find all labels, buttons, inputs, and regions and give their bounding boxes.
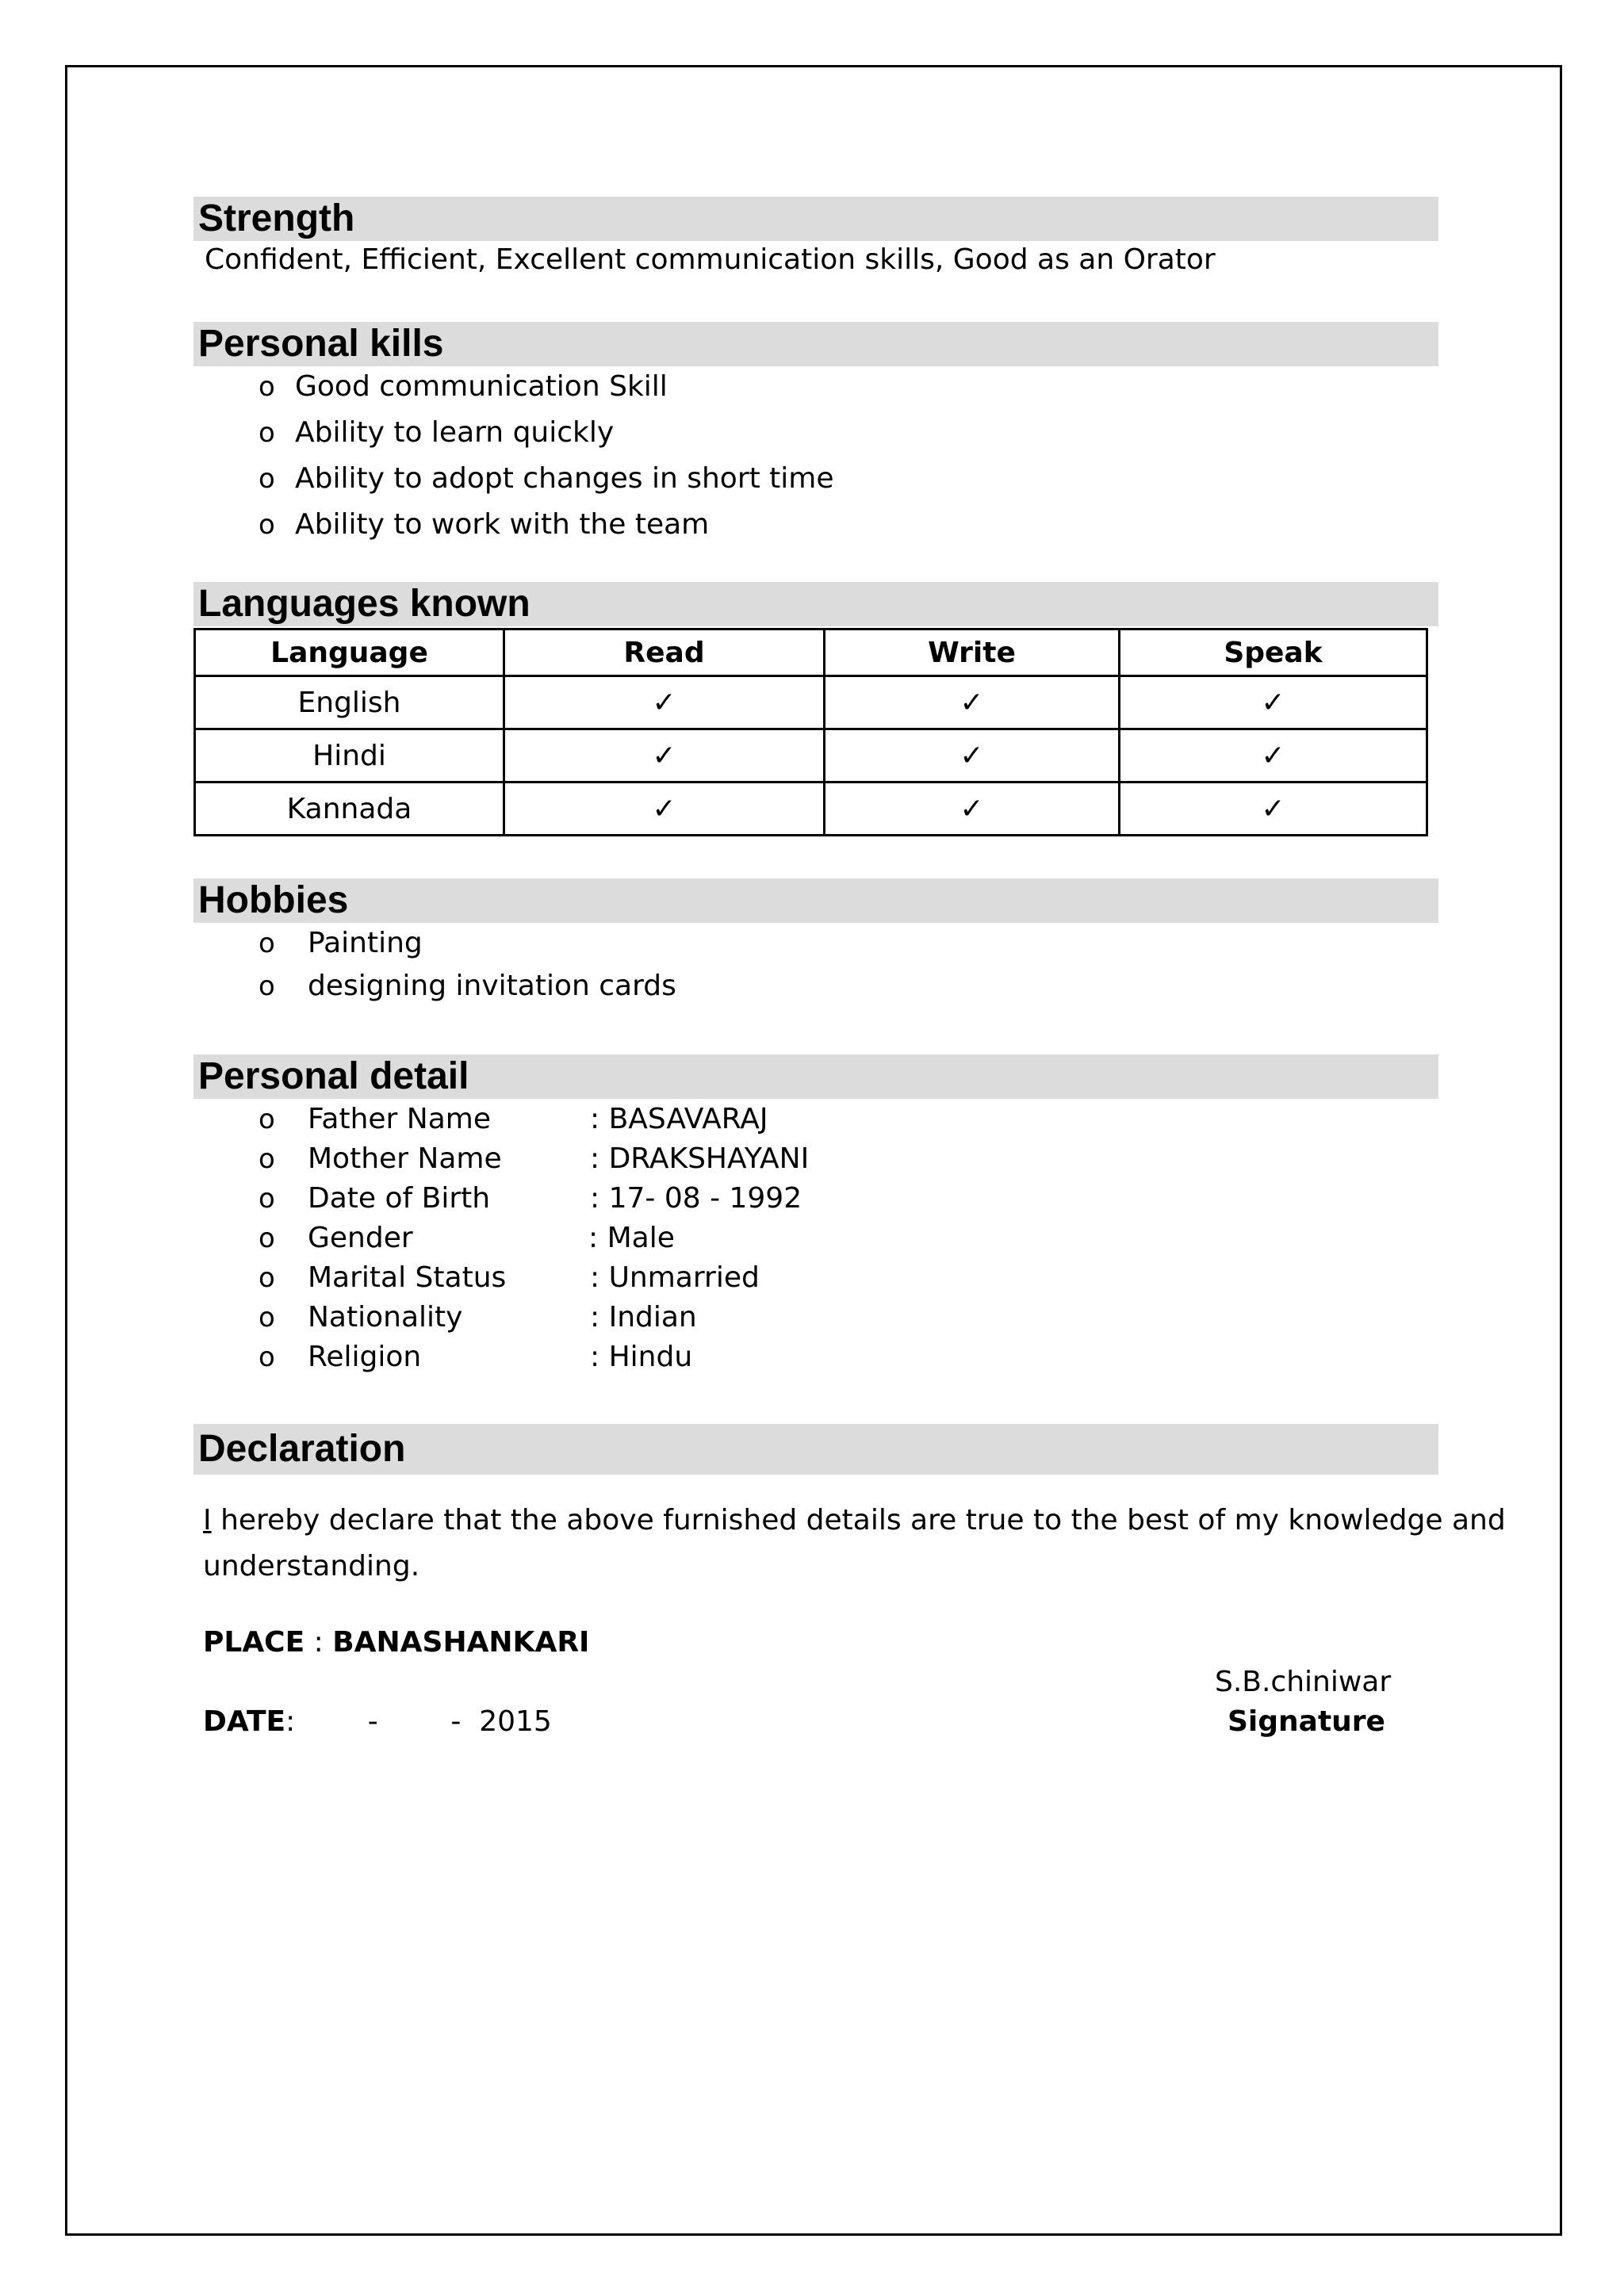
bullet-icon: o	[259, 509, 275, 541]
detail-label: Date of Birth	[308, 1182, 491, 1215]
write-check-icon: ✓	[825, 729, 1120, 783]
detail-value: : Unmarried	[590, 1261, 760, 1294]
detail-label: Father Name	[308, 1103, 491, 1135]
table-header-row	[195, 629, 1427, 676]
hobbies-section-bar	[193, 878, 1438, 923]
read-check-icon: ✓	[504, 783, 825, 836]
header-read: Read	[504, 629, 825, 676]
read-check-icon: ✓	[504, 729, 825, 783]
strength-text: Confident, Efficient, Excellent communication skills, Good as an Orator	[205, 243, 1216, 276]
bullet-icon: o	[259, 1223, 275, 1254]
detail-label: Mother Name	[308, 1142, 502, 1175]
languages-heading: Languages known	[198, 583, 530, 625]
detail-value: : Hindu	[590, 1341, 693, 1373]
skill-item: Good communication Skill	[295, 370, 668, 403]
skill-item: Ability to adopt changes in short time	[295, 462, 834, 495]
table-row	[195, 783, 1427, 836]
signature-label: Signature	[1228, 1705, 1385, 1738]
bullet-icon: o	[259, 417, 275, 449]
speak-check-icon: ✓	[1120, 783, 1427, 836]
detail-label: Nationality	[308, 1301, 463, 1334]
detail-value: : DRAKSHAYANI	[590, 1142, 810, 1175]
hobbies-heading: Hobbies	[198, 879, 349, 921]
detail-label: Gender	[308, 1222, 413, 1254]
table-row	[195, 729, 1427, 783]
skill-item: Ability to work with the team	[295, 508, 710, 541]
detail-label: Marital Status	[308, 1261, 507, 1294]
bullet-icon: o	[259, 371, 275, 403]
table-row	[195, 676, 1427, 729]
header-language: Language	[195, 629, 504, 676]
language-name: Hindi	[195, 729, 504, 783]
place-line	[203, 1625, 589, 1660]
detail-value: : 17- 08 - 1992	[590, 1182, 802, 1215]
read-check-icon: ✓	[504, 676, 825, 729]
header-speak: Speak	[1120, 629, 1427, 676]
detail-value: : Male	[588, 1222, 675, 1254]
skill-item: Ability to learn quickly	[295, 416, 615, 449]
bullet-icon: o	[259, 1341, 275, 1373]
bullet-icon: o	[259, 463, 275, 495]
declaration-line-2: understanding.	[203, 1550, 420, 1582]
declaration-first-letter: I	[203, 1504, 212, 1536]
declaration-heading: Declaration	[198, 1428, 406, 1470]
date-value: : - - 2015	[285, 1705, 552, 1738]
speak-check-icon: ✓	[1120, 729, 1427, 783]
signature-name: S.B.chiniwar	[1215, 1666, 1392, 1698]
bullet-icon: o	[259, 1104, 275, 1135]
bullet-icon: o	[259, 1262, 275, 1294]
language-name: Kannada	[195, 783, 504, 836]
bullet-icon: o	[259, 1183, 275, 1215]
declaration-line-1	[203, 1503, 1506, 1538]
strength-section-bar	[193, 197, 1438, 241]
detail-label: Religion	[308, 1341, 422, 1373]
detail-value: : Indian	[590, 1301, 697, 1334]
languages-table	[193, 628, 1428, 836]
bullet-icon: o	[259, 1302, 275, 1334]
bullet-icon: o	[259, 970, 275, 1002]
personal-detail-heading: Personal detail	[198, 1055, 469, 1097]
date-label: DATE	[203, 1705, 286, 1738]
detail-value: : BASAVARAJ	[590, 1103, 768, 1135]
bullet-icon: o	[259, 928, 275, 959]
personal-skills-heading: Personal kills	[198, 323, 444, 365]
language-name: English	[195, 676, 504, 729]
header-write: Write	[825, 629, 1120, 676]
page-border	[65, 65, 1562, 2236]
write-check-icon: ✓	[825, 783, 1120, 836]
declaration-line-1-rest: hereby declare that the above furnished details are true to the best of my knowledge and	[211, 1504, 1506, 1536]
hobby-item: Painting	[308, 927, 423, 959]
bullet-icon: o	[259, 1143, 275, 1175]
speak-check-icon: ✓	[1120, 676, 1427, 729]
write-check-icon: ✓	[825, 676, 1120, 729]
date-line	[203, 1705, 552, 1739]
place-label: PLACE	[203, 1626, 305, 1659]
hobby-item: designing invitation cards	[308, 970, 676, 1002]
place-value: BANASHANKARI	[332, 1626, 590, 1659]
place-separator: :	[304, 1626, 333, 1659]
strength-heading: Strength	[198, 197, 355, 239]
